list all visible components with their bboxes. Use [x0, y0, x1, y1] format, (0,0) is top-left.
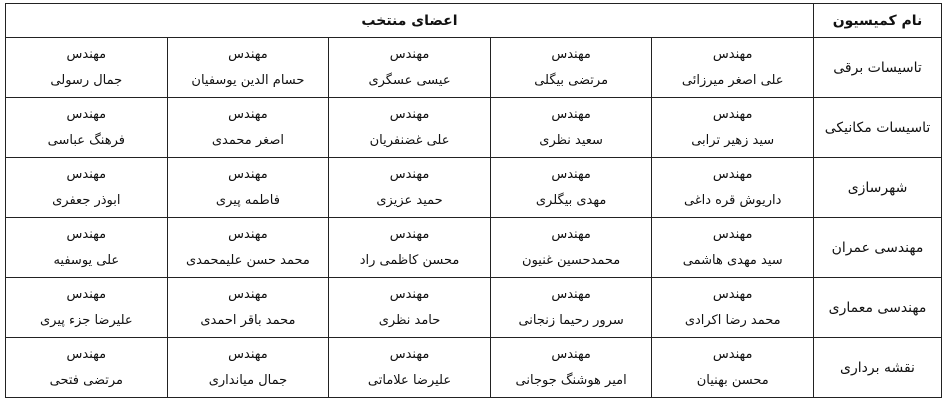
member-entry: [652, 227, 813, 269]
member-cell: [6, 98, 168, 158]
member-cell: [652, 158, 814, 218]
member-name: مرتضی بیگلی: [534, 72, 609, 88]
member-name: حسام الدین یوسفیان: [191, 72, 305, 88]
commission-name: شهرسازی: [847, 179, 908, 196]
member-cell: [490, 158, 652, 218]
member-name: فاطمه پیری: [215, 192, 280, 208]
member-title: مهندس: [712, 346, 753, 362]
member-title: مهندس: [551, 226, 591, 242]
commission-name: تاسیسات برقی: [833, 59, 922, 76]
commission-name: نقشه برداری: [840, 359, 915, 376]
member-entry: [6, 287, 167, 329]
commission-name: مهندسی معماری: [828, 299, 927, 316]
member-cell: [652, 278, 814, 338]
member-cell: [652, 38, 814, 98]
member-entry: [491, 287, 652, 329]
member-entry: [329, 287, 490, 329]
member-entry: [168, 167, 329, 209]
member-cell: [490, 98, 652, 158]
commission-name-cell: [814, 38, 942, 98]
member-entry: [329, 107, 490, 149]
member-name: حمید عزیزی: [376, 192, 443, 208]
header-row: [6, 4, 942, 38]
member-cell: [167, 98, 329, 158]
member-cell: [167, 338, 329, 398]
member-name: علی یوسفیه: [53, 252, 120, 268]
member-entry: [491, 227, 652, 269]
member-title: مهندس: [551, 46, 591, 62]
member-entry: [6, 167, 167, 209]
member-title: مهندس: [228, 46, 268, 62]
member-title: مهندس: [551, 286, 591, 302]
member-name: عیسی عسگری: [368, 72, 451, 88]
member-entry: [652, 287, 813, 329]
member-entry: [491, 47, 652, 89]
member-entry: [6, 107, 167, 149]
member-cell: [490, 218, 652, 278]
member-entry: [6, 227, 167, 269]
member-name: علی غضنفریان: [369, 132, 450, 148]
member-entry: [652, 347, 813, 389]
member-title: مهندس: [228, 166, 268, 182]
member-name: سعید نظری: [539, 132, 603, 148]
member-entry: [168, 47, 329, 89]
member-name: فرهنگ عباسی: [47, 132, 125, 148]
member-name: سید زهیر ترابی: [691, 132, 775, 148]
member-entry: [329, 347, 490, 389]
member-name: محمد باقر احمدی: [200, 312, 296, 328]
member-name: جمال میانداری: [208, 372, 288, 388]
member-title: مهندس: [228, 226, 268, 242]
member-title: مهندس: [551, 166, 591, 182]
member-name: اصغر محمدی: [211, 132, 284, 148]
commission-name-cell: [814, 158, 942, 218]
elected-members-header: اعضای منتخب: [6, 4, 814, 38]
member-title: مهندس: [228, 106, 268, 122]
member-title: مهندس: [712, 46, 753, 62]
member-cell: [6, 338, 168, 398]
member-cell: [652, 338, 814, 398]
member-cell: [652, 98, 814, 158]
table-row: [6, 218, 942, 278]
member-cell: [329, 278, 491, 338]
table-row: [6, 38, 942, 98]
member-title: مهندس: [228, 286, 268, 302]
member-cell: [6, 278, 168, 338]
member-cell: [652, 218, 814, 278]
member-name: علیرضا جزء پیری: [40, 312, 133, 328]
member-entry: [491, 167, 652, 209]
member-cell: [6, 218, 168, 278]
member-entry: [652, 167, 813, 209]
member-entry: [329, 227, 490, 269]
member-cell: [329, 338, 491, 398]
table-row: [6, 278, 942, 338]
commissions-sheet: [5, 3, 941, 401]
member-name: مرتضی فتحی: [49, 372, 123, 388]
member-title: مهندس: [389, 46, 430, 62]
member-entry: [652, 47, 813, 89]
member-name: علی اصغر میرزائی: [681, 72, 784, 88]
commission-name-cell: [814, 218, 942, 278]
table-row: [6, 98, 942, 158]
commission-name-cell: [814, 98, 942, 158]
member-name: محمدحسین غنیون: [522, 252, 621, 268]
member-entry: [652, 107, 813, 149]
member-title: مهندس: [66, 166, 107, 182]
member-name: محمد حسن علیمحمدی: [185, 252, 310, 268]
member-title: مهندس: [389, 286, 430, 302]
member-title: مهندس: [712, 226, 753, 242]
member-title: مهندس: [389, 226, 430, 242]
member-cell: [329, 38, 491, 98]
member-name: علیرضا علاماتی: [367, 372, 452, 388]
member-entry: [168, 287, 329, 329]
commission-name-header: نام کمیسیون: [814, 4, 942, 38]
member-entry: [491, 107, 652, 149]
member-entry: [6, 347, 167, 389]
member-name: مهدی بیگلری: [535, 192, 607, 208]
member-title: مهندس: [551, 346, 591, 362]
member-name: ابوذر جعفری: [52, 192, 121, 208]
member-cell: [490, 278, 652, 338]
member-entry: [168, 347, 329, 389]
table-row: [6, 158, 942, 218]
member-name: جمال رسولی: [50, 72, 123, 88]
member-cell: [329, 98, 491, 158]
member-name: سید مهدی هاشمی: [682, 252, 783, 268]
member-name: محمد رضا اکرادی: [684, 312, 781, 328]
member-cell: [167, 278, 329, 338]
member-title: مهندس: [66, 106, 107, 122]
member-cell: [6, 38, 168, 98]
member-entry: [329, 47, 490, 89]
member-title: مهندس: [389, 346, 430, 362]
member-title: مهندس: [712, 166, 753, 182]
member-name: محسن بهنیان: [696, 372, 769, 388]
member-entry: [168, 107, 329, 149]
member-title: مهندس: [389, 106, 430, 122]
member-entry: [168, 227, 329, 269]
member-name: داریوش قره داغی: [684, 192, 782, 208]
member-cell: [167, 158, 329, 218]
member-cell: [167, 38, 329, 98]
member-title: مهندس: [66, 46, 107, 62]
member-cell: [490, 38, 652, 98]
member-title: مهندس: [66, 286, 107, 302]
member-name: امیر هوشنگ جوجانی: [515, 372, 627, 388]
member-entry: [6, 47, 167, 89]
member-cell: [490, 338, 652, 398]
commission-name-cell: [814, 338, 942, 398]
member-title: مهندس: [551, 106, 591, 122]
commission-name: تاسیسات مکانیکی: [824, 119, 931, 136]
member-cell: [329, 218, 491, 278]
member-cell: [6, 158, 168, 218]
member-title: مهندس: [66, 346, 107, 362]
member-entry: [491, 347, 652, 389]
member-title: مهندس: [66, 226, 107, 242]
member-entry: [329, 167, 490, 209]
member-title: مهندس: [228, 346, 268, 362]
member-name: سرور رحیما زنجانی: [518, 312, 624, 328]
commission-name-cell: [814, 278, 942, 338]
commission-name: مهندسی عمران: [831, 239, 924, 256]
member-cell: [167, 218, 329, 278]
table-body: [6, 38, 942, 398]
member-name: محسن کاظمی راد: [359, 252, 460, 268]
member-cell: [329, 158, 491, 218]
member-title: مهندس: [712, 106, 753, 122]
member-name: حامد نظری: [378, 312, 441, 328]
member-title: مهندس: [389, 166, 430, 182]
table-row: [6, 338, 942, 398]
member-title: مهندس: [712, 286, 753, 302]
commissions-table: [5, 3, 942, 398]
